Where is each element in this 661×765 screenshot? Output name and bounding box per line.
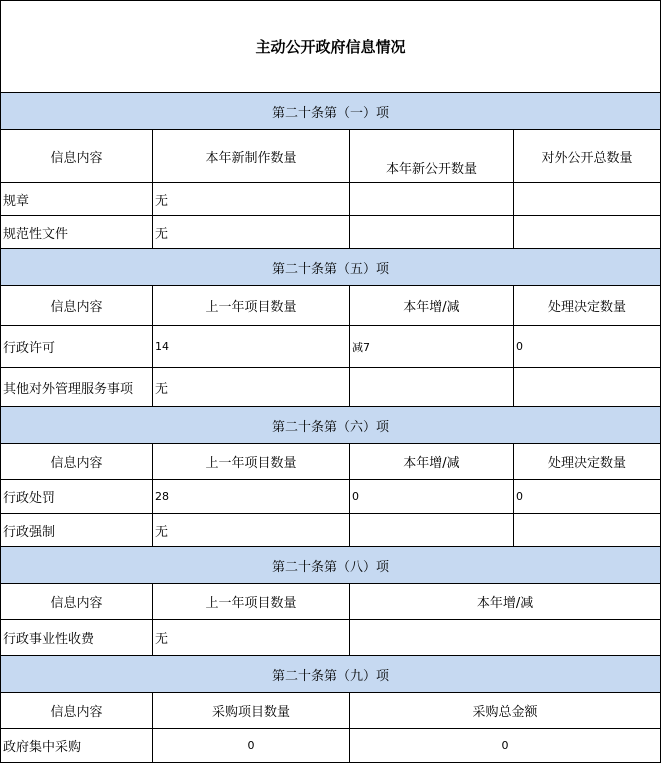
section-heading-6: 第二十条第（六）项 — [1, 407, 661, 444]
cell-empty — [514, 183, 661, 216]
cell-value: 减7 — [350, 326, 514, 368]
col-header: 信息内容 — [1, 693, 153, 729]
col-header: 信息内容 — [1, 130, 153, 183]
row-label: 政府集中采购 — [1, 729, 153, 763]
col-header: 上一年项目数量 — [153, 286, 350, 326]
cell-value: 无 — [153, 183, 350, 216]
col-header: 上一年项目数量 — [153, 444, 350, 480]
cell-empty — [350, 514, 514, 547]
col-header: 对外公开总数量 — [514, 130, 661, 183]
section-heading-5: 第二十条第（五）项 — [1, 249, 661, 286]
col-header: 处理决定数量 — [514, 444, 661, 480]
col-header: 信息内容 — [1, 286, 153, 326]
row-label: 其他对外管理服务事项 — [1, 368, 153, 407]
table-title: 主动公开政府信息情况 — [1, 1, 661, 93]
cell-value: 无 — [153, 216, 350, 249]
col-header: 信息内容 — [1, 444, 153, 480]
col-header: 本年增/减 — [350, 286, 514, 326]
row-label: 行政事业性收费 — [1, 620, 153, 656]
cell-value: 0 — [350, 480, 514, 514]
cell-value: 0 — [153, 729, 350, 763]
section-heading-1: 第二十条第（一）项 — [1, 93, 661, 130]
cell-value: 无 — [153, 368, 350, 407]
section-heading-9: 第二十条第（九）项 — [1, 656, 661, 693]
row-label: 行政处罚 — [1, 480, 153, 514]
col-header: 本年增/减 — [350, 584, 661, 620]
cell-empty — [350, 620, 661, 656]
cell-empty — [350, 368, 514, 407]
col-header: 采购总金额 — [350, 693, 661, 729]
cell-empty — [514, 514, 661, 547]
col-header: 采购项目数量 — [153, 693, 350, 729]
cell-value: 0 — [350, 729, 661, 763]
col-header: 本年增/减 — [350, 444, 514, 480]
col-header: 上一年项目数量 — [153, 584, 350, 620]
row-label: 规范性文件 — [1, 216, 153, 249]
cell-empty — [514, 368, 661, 407]
col-header: 本年新公开数量 — [350, 130, 514, 183]
cell-empty — [514, 216, 661, 249]
cell-value: 28 — [153, 480, 350, 514]
col-header: 本年新制作数量 — [153, 130, 350, 183]
cell-value: 0 — [514, 480, 661, 514]
row-label: 行政许可 — [1, 326, 153, 368]
row-label: 规章 — [1, 183, 153, 216]
cell-value: 14 — [153, 326, 350, 368]
section-heading-8: 第二十条第（八）项 — [1, 547, 661, 584]
col-header: 处理决定数量 — [514, 286, 661, 326]
col-header: 信息内容 — [1, 584, 153, 620]
cell-empty — [350, 183, 514, 216]
cell-value: 无 — [153, 620, 350, 656]
cell-value: 0 — [514, 326, 661, 368]
row-label: 行政强制 — [1, 514, 153, 547]
cell-value: 无 — [153, 514, 350, 547]
cell-empty — [350, 216, 514, 249]
